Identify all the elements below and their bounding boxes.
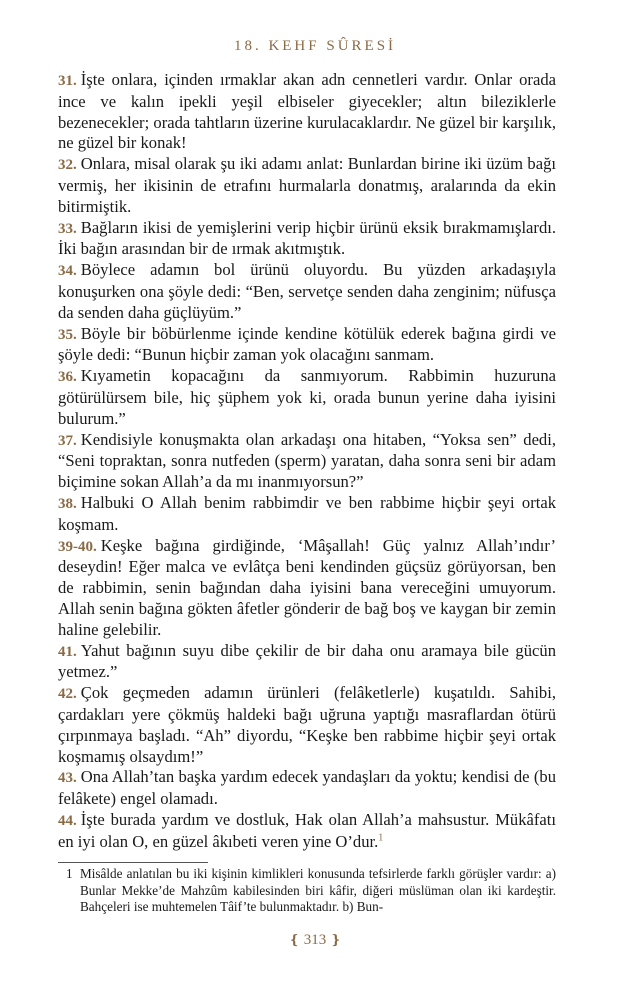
verse-44 — [58, 810, 556, 853]
verse-number: 34. — [58, 263, 77, 280]
ornament-left-icon: ❴ — [288, 932, 300, 947]
verse-number: 42. — [58, 686, 77, 703]
verse-text: Bağların ikisi de yemişlerini verip hiçbir ürünü eksik bırakmamışlardı. İki bağın arasından bir de ırmak akıtmıştık. — [58, 217, 556, 259]
footnote-divider — [58, 862, 208, 863]
verse-text: Böylece adamın bol ürünü oluyordu. Bu yüzden arkadaşıyla konuşurken ona şöyle dedi: “Ben, servetçe senden daha zenginim; nüfusça da senden daha güçlüyüm.” — [58, 260, 556, 322]
verse-39-40 — [58, 536, 556, 641]
verse-38 — [58, 493, 556, 536]
verse-number: 44. — [58, 812, 77, 829]
verse-text: Çok geçmeden adamın ürünleri (felâketlerle) kuşatıldı. Sahibi, çardakları yere çökmüş haldeki bağı uğruna yaptığı masraflardan ötürü çırpınmaya başladı. “Ah” diyordu, “Keşke ben rabbime hiçbir şeyi ortak koşmamış olsaydım!” — [58, 683, 556, 766]
verse-41 — [58, 641, 556, 684]
verse-text: Yahut bağının suyu dibe çekilir de bir daha onu aramaya bile gücün yetmez.” — [58, 640, 556, 682]
footnote-reference[interactable]: 1 — [378, 832, 384, 844]
verse-number: 37. — [58, 432, 77, 449]
verse-37 — [58, 430, 556, 493]
footnote-text: Misâlde anlatılan bu iki kişinin kimlikleri konusunda tefsirlerde farklı görüşler vardır: a) Bunlar Mekke’de Mahzûm kabilesinden biri kâfir, diğeri müslüman olan iki kardeştir. Bahçeleri ise muhtemelen Tâif’te bulunmaktadır. b) Bun- — [80, 866, 556, 915]
verse-text: Onlara, misal olarak şu iki adamı anlat: Bunlardan birine iki üzüm bağı vermiş, her ikisinin de etrafını hurmalarla donatmış, aralarında da ekin bitirmiştik. — [58, 154, 556, 216]
verse-text: Kıyametin kopacağını da sanmıyorum. Rabbimin huzuruna götürülürsem bile, hiç şüphem yok ki, orada bunun yerine daha iyisini bulurum.” — [58, 366, 556, 428]
verse-number: 38. — [58, 495, 77, 512]
page-number-block — [0, 932, 630, 949]
verse-number: 41. — [58, 643, 77, 660]
verse-number: 35. — [58, 326, 77, 343]
verse-text: Böyle bir böbürlenme içinde kendine kötülük ederek bağına girdi ve şöyle dedi: “Bunun hiçbir zaman yok olacağını sanmam. — [58, 323, 556, 365]
verse-34 — [58, 260, 556, 323]
verse-text: Keşke bağına girdiğinde, ‘Mâşallah! Güç yalnız Allah’ındır’ deseydin! Eğer malca ve evlâtça beni kendinden güçsüz görüyorsan, ben de rabbimin, senin bağından daha iyisini bana vereceğini umuyorum. Allah senin bağına gökten âfetler gönderir de bağ boş ve kaygan bir zemin haline gelebilir. — [58, 535, 556, 639]
page-number: 313 — [303, 932, 327, 948]
verse-33 — [58, 218, 556, 261]
footnote — [58, 866, 556, 916]
verse-text: İşte burada yardım ve dostluk, Hak olan Allah’a mahsustur. Mükâfatı en iyi olan O, en güzel âkıbeti veren yine O’dur. — [58, 809, 556, 851]
verse-32 — [58, 154, 556, 217]
verse-number: 43. — [58, 770, 77, 787]
verse-31 — [58, 70, 556, 154]
verse-35 — [58, 324, 556, 367]
ornament-right-icon: ❵ — [330, 932, 342, 947]
verse-text: Kendisiyle konuşmakta olan arkadaşı ona hitaben, “Yoksa sen” dedi, “Seni topraktan, sonra nutfeden (sperm) yaratan, daha sonra seni bir adam biçimine sokan Allah’a da mı inanmıyorsun?” — [58, 429, 556, 492]
verse-number: 36. — [58, 369, 77, 386]
verse-text: Ona Allah’tan başka yardım edecek yandaşları da yoktu; kendisi de (bu felâkete) engel olamadı. — [58, 767, 556, 809]
verse-number: 39-40. — [58, 538, 97, 555]
verses-body — [58, 70, 556, 852]
verse-number: 32. — [58, 157, 77, 174]
verse-text: Halbuki O Allah benim rabbimdir ve ben rabbime hiçbir şeyi ortak koşmam. — [58, 492, 556, 534]
running-header: 18. KEHF SÛRESİ — [233, 38, 397, 54]
verse-36 — [58, 366, 556, 429]
verse-43 — [58, 767, 556, 810]
verse-text: İşte onlara, içinden ırmaklar akan adn cennetleri vardır. Onlar orada ince ve kalın ipekli yeşil elbiseler giyecekler; altın bileziklerle bezenecekler; orada tahtların üzerine kurulacaklardır. Ne güzel bir karşılık, ne güzel bir konak! — [58, 70, 556, 153]
verse-number: 31. — [58, 73, 77, 89]
footnote-number: 1 — [66, 866, 73, 881]
verse-number: 33. — [58, 220, 77, 237]
verse-42 — [58, 683, 556, 767]
